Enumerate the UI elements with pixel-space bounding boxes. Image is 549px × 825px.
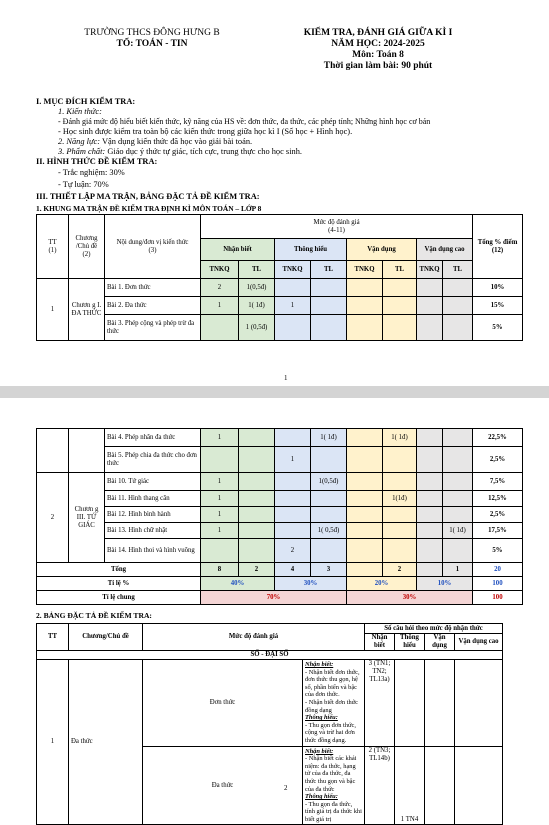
cell-count-vdc [455, 746, 503, 825]
cell [239, 491, 275, 507]
exam-duration: Thời gian làm bài: 90 phút [323, 61, 433, 71]
page-number: 2 [284, 784, 288, 792]
th-noidung: Nội dung/đơn vị kiến thức (3) [105, 215, 201, 279]
cell [311, 297, 347, 315]
cell: 1 [201, 429, 239, 447]
cell-count-th [395, 660, 425, 747]
cell [347, 473, 383, 491]
section-3-2: 2. BẢNG ĐẶC TẢ ĐỀ KIỂM TRA: [36, 611, 152, 620]
th-tt: TT (1) [37, 215, 69, 279]
section-1-3 [58, 147, 302, 157]
cell [239, 447, 275, 473]
th-chuong: Chương /Chủ đề (2) [69, 215, 105, 279]
cell [383, 539, 417, 563]
cell [383, 315, 417, 341]
cell [443, 315, 473, 341]
cell [347, 279, 383, 297]
cell: 1( 1đ) [443, 523, 473, 539]
cell: 1 [201, 507, 239, 523]
th-tl: TL [311, 261, 347, 279]
cell-don-thuc-text: Đơn thức [209, 698, 236, 706]
cell: 30% [347, 591, 473, 605]
cell [311, 491, 347, 507]
section-1-2 [58, 137, 252, 147]
cell: 1 [275, 297, 311, 315]
cell [201, 315, 239, 341]
cell-pct: 100 [473, 577, 523, 591]
cell-nd: Bài 13. Hình chữ nhật [105, 523, 201, 539]
cell [383, 507, 417, 523]
th-th: Thông hiểu [395, 634, 425, 651]
cell [347, 447, 383, 473]
table-row [37, 279, 523, 297]
table-row [37, 491, 523, 507]
cell-pct: 12,5% [473, 491, 523, 507]
school-header [72, 28, 232, 50]
th-tt: TT [37, 624, 69, 651]
cell-pct: 2,5% [473, 447, 523, 473]
page-2 [0, 398, 549, 824]
cell [275, 315, 311, 341]
cell [311, 539, 347, 563]
th-chuong: Chương/Chủ đề [69, 624, 143, 651]
cell: 1(0,5đ) [239, 279, 275, 297]
cell [311, 447, 347, 473]
cell [275, 507, 311, 523]
cell [417, 539, 443, 563]
cell-count-vd [425, 746, 455, 825]
cell-don-thuc [143, 660, 303, 747]
cell-pct: 20 [473, 563, 523, 577]
cell-chuong [69, 429, 105, 473]
cell [275, 429, 311, 447]
section-2b: - Tự luận: 70% [58, 180, 109, 189]
exam-subject: Môn: Toán 8 [352, 50, 404, 60]
cell-pct: 7,5% [473, 473, 523, 491]
page-number: 1 [284, 374, 288, 382]
cell-mucdo-don-thuc [303, 660, 365, 747]
cell [417, 447, 443, 473]
section-1-3-label: 3. Phẩm chất: [58, 147, 106, 156]
th-vdc: Vận dụng cao [455, 634, 503, 651]
th-tl: TL [443, 261, 473, 279]
cell-tt: 1 [37, 660, 69, 825]
cell [239, 539, 275, 563]
cell [347, 315, 383, 341]
cell [443, 297, 473, 315]
cell [275, 279, 311, 297]
cell [417, 429, 443, 447]
th-tl: TL [239, 261, 275, 279]
label-nb: Nhận biết: [305, 747, 334, 755]
cell-pct: 17,5% [473, 523, 523, 539]
spec-table [36, 623, 503, 825]
th-tl: TL [383, 261, 417, 279]
cell [417, 523, 443, 539]
cell: 20% [347, 577, 417, 591]
cell [443, 447, 473, 473]
cell [239, 523, 275, 539]
cell [383, 473, 417, 491]
cell [443, 539, 473, 563]
section-1-2-label: 2. Năng lực: [58, 137, 101, 146]
text: - Nhận biết đơn thức đồng dạng [305, 698, 358, 714]
cell: 4 [275, 563, 311, 577]
th-mucdo: Mức độ đánh giá [143, 624, 365, 651]
matrix-table-p1 [36, 214, 523, 341]
cell: 1 (0,5đ) [239, 315, 275, 341]
group-name: TỔ: TOÁN - TIN [116, 39, 188, 49]
cell: 1 [275, 447, 311, 473]
cell: 10% [417, 577, 473, 591]
text: - Thu gọn đơn thức, cộng và trừ hai đơn thức đồng dạng. [305, 721, 356, 744]
table-row [37, 447, 523, 473]
section-1-1: 1. Kiến thức: [58, 107, 102, 116]
table-row [37, 429, 523, 447]
cell: 1 [201, 491, 239, 507]
cell: 1( 0,5đ) [311, 523, 347, 539]
cell-pct: 100 [473, 591, 523, 605]
cell-pct: 5% [473, 539, 523, 563]
cell: 8 [201, 563, 239, 577]
cell-mucdo-da-thuc [303, 746, 365, 825]
exam-header [278, 28, 478, 72]
section-2-heading: II. HÌNH THỨC ĐỀ KIỂM TRA: [36, 157, 158, 166]
cell [347, 523, 383, 539]
cell: 1( 1đ) [311, 429, 347, 447]
cell: 2 [201, 279, 239, 297]
th-nb: Nhận biết [365, 634, 395, 651]
cell: 1 [201, 473, 239, 491]
cell: 2 [383, 563, 417, 577]
cell-pct: 5% [473, 315, 523, 341]
cell [383, 279, 417, 297]
cell [311, 315, 347, 341]
cell [201, 447, 239, 473]
cell [239, 507, 275, 523]
cell-chuong [69, 660, 143, 825]
cell-total-label: Tổng [37, 563, 201, 577]
cell: 1( 1đ) [239, 297, 275, 315]
ratio-common-row [37, 591, 523, 605]
cell [275, 473, 311, 491]
cell: 1 [201, 523, 239, 539]
cell [347, 507, 383, 523]
section-1-2-text: Vận dụng kiến thức đã học vào giải bài toán. [100, 137, 253, 146]
total-row [37, 563, 523, 577]
section-2a: - Trắc nghiệm: 30% [58, 168, 125, 177]
cell [443, 429, 473, 447]
table-row [37, 315, 523, 341]
cell [239, 473, 275, 491]
cell-nd: Bài 10. Tứ giác [105, 473, 201, 491]
cell-ratio-label: Tỉ lệ % [37, 577, 201, 591]
cell-tt [37, 429, 69, 473]
cell [443, 279, 473, 297]
cell: 1(1đ) [383, 491, 417, 507]
th-mucdo: Mức độ đánh giá (4-11) [201, 215, 473, 239]
th-tnkq: TNKQ [417, 261, 443, 279]
section-1-1b: - Học sinh được kiểm tra toàn bộ các kiến thức trong giữa học kì I (Số học + Hình học). [58, 127, 353, 136]
th-tnkq: TNKQ [201, 261, 239, 279]
th-tongdiem: Tổng % điểm (12) [473, 215, 523, 279]
text: - Thu gọn đa thức, tính giá trị đa thức khi biết giá trị [305, 800, 362, 823]
cell [239, 429, 275, 447]
cell [347, 563, 383, 577]
cell-nd: Bài 11. Hình thang cân [105, 491, 201, 507]
cell: 3 [311, 563, 347, 577]
section-1-3-text: Giáo dục ý thức tự giác, tích cực, trung thực cho học sinh. [105, 147, 302, 156]
th-socauhoi: Số câu hỏi theo mức độ nhận thức [365, 624, 503, 634]
section-1-heading: I. MỤC ĐÍCH KIỂM TRA: [36, 97, 136, 106]
exam-year: NĂM HỌC: 2024-2025 [331, 39, 425, 49]
cell-chuong-text: Đa thức [71, 738, 93, 746]
cell-nd: Bài 3. Phép cộng và phép trừ đa thức [105, 315, 201, 341]
cell [347, 539, 383, 563]
cell-count-vd [425, 660, 455, 747]
section-3-1: 1. KHUNG MA TRẬN ĐỀ KIỂM TRA ĐỊNH KÌ MÔN TOÁN – LỚP 8 [36, 204, 262, 213]
cell-ratio-common-label: Tỉ lệ chung [37, 591, 201, 605]
cell-count-th: 1 TN4 [395, 746, 425, 825]
cell [347, 491, 383, 507]
label-nb: Nhận biết: [305, 661, 334, 668]
ratio-row [37, 577, 523, 591]
cell: 1 [201, 297, 239, 315]
cell-count-vdc [455, 660, 503, 747]
cell [311, 279, 347, 297]
th-nb: Nhận biết [201, 239, 275, 261]
cell [347, 297, 383, 315]
cell [383, 447, 417, 473]
cell-da-thuc [143, 746, 303, 825]
cell [417, 491, 443, 507]
cell-chuong: Chươn g III. TỨ GIÁC [69, 473, 105, 563]
cell-pct: 2,5% [473, 507, 523, 523]
section-3-heading: III. THIẾT LẬP MA TRẬN, BẢNG ĐẶC TẢ ĐỀ KIỂM TRA: [36, 192, 260, 201]
text: - Nhận biết các khái niệm: đa thức, hạng tử của đa thức, đa thức thu gọn và bậc của đa thức [305, 755, 357, 793]
cell [311, 507, 347, 523]
cell-nd: Bài 4. Phép nhân đa thức [105, 429, 201, 447]
table-row [37, 660, 503, 747]
cell-nd: Bài 14. Hình thoi và hình vuông [105, 539, 201, 563]
cell-nd: Bài 5. Phép chia đa thức cho đơn thức [105, 447, 201, 473]
cell-pct: 22,5% [473, 429, 523, 447]
cell-tt: 2 [37, 473, 69, 563]
th-th: Thông hiểu [275, 239, 347, 261]
cell [417, 279, 443, 297]
cell-count-nb: 3 (TN1; TN2; TL13a) [365, 660, 395, 747]
cell-tt: 1 [37, 279, 69, 341]
cell: 30% [275, 577, 347, 591]
cell: 2 [239, 563, 275, 577]
cell [383, 297, 417, 315]
school-name: TRƯỜNG THCS ĐÔNG HƯNG B [84, 28, 220, 38]
cell [417, 563, 443, 577]
section-1-1a: - Đánh giá mức độ hiểu biết kiến thức, kỹ năng của HS về: đơn thức, đa thức, các phép tính; Những hình học cơ bản [58, 117, 431, 126]
exam-title: KIỂM TRA, ĐÁNH GIÁ GIỮA KÌ I [303, 28, 453, 38]
cell-chuong: Chươn g I. ĐA THỨC [69, 279, 105, 341]
page-gap [0, 386, 549, 398]
cell [417, 297, 443, 315]
th-vd: Vận dụng [425, 634, 455, 651]
matrix-table-p2 [36, 428, 523, 605]
cell [347, 429, 383, 447]
cell-nd: Bài 2. Đa thức [105, 297, 201, 315]
text: - Nhận biết đơn thức, đơn thức thu gọn, hệ số, phần biến và bậc của đơn thức. [305, 668, 360, 699]
th-tnkq: TNKQ [275, 261, 311, 279]
table-row [37, 539, 523, 563]
cell [443, 491, 473, 507]
cell-pct: 15% [473, 297, 523, 315]
section-title: SỐ - ĐẠI SỐ [37, 651, 503, 660]
label-th: Thông hiểu: [305, 793, 338, 801]
table-row [37, 507, 523, 523]
cell [383, 523, 417, 539]
table-row [37, 473, 523, 491]
th-vd: Vận dụng [347, 239, 417, 261]
cell: 1(0,5đ) [311, 473, 347, 491]
cell: 2 [275, 539, 311, 563]
label-th: Thông hiểu: [305, 714, 338, 722]
page-1 [0, 0, 549, 386]
th-tnkq: TNKQ [347, 261, 383, 279]
table-row [37, 523, 523, 539]
cell: 1 [443, 563, 473, 577]
cell-nd: Bài 1. Đơn thức [105, 279, 201, 297]
cell-count-nb: 2 (TN3; TL14b) [365, 746, 395, 825]
cell: 70% [201, 591, 347, 605]
cell-da-thuc-text: Đa thức [211, 781, 234, 789]
cell [443, 473, 473, 491]
cell [417, 315, 443, 341]
cell [275, 523, 311, 539]
cell-pct: 10% [473, 279, 523, 297]
cell: 40% [201, 577, 275, 591]
cell [443, 507, 473, 523]
cell [201, 539, 239, 563]
cell-nd: Bài 12. Hình bình hành [105, 507, 201, 523]
cell [417, 473, 443, 491]
cell: 1( 1đ) [383, 429, 417, 447]
th-vdc: Vận dụng cao [417, 239, 473, 261]
cell [275, 491, 311, 507]
table-row [37, 297, 523, 315]
cell [417, 507, 443, 523]
